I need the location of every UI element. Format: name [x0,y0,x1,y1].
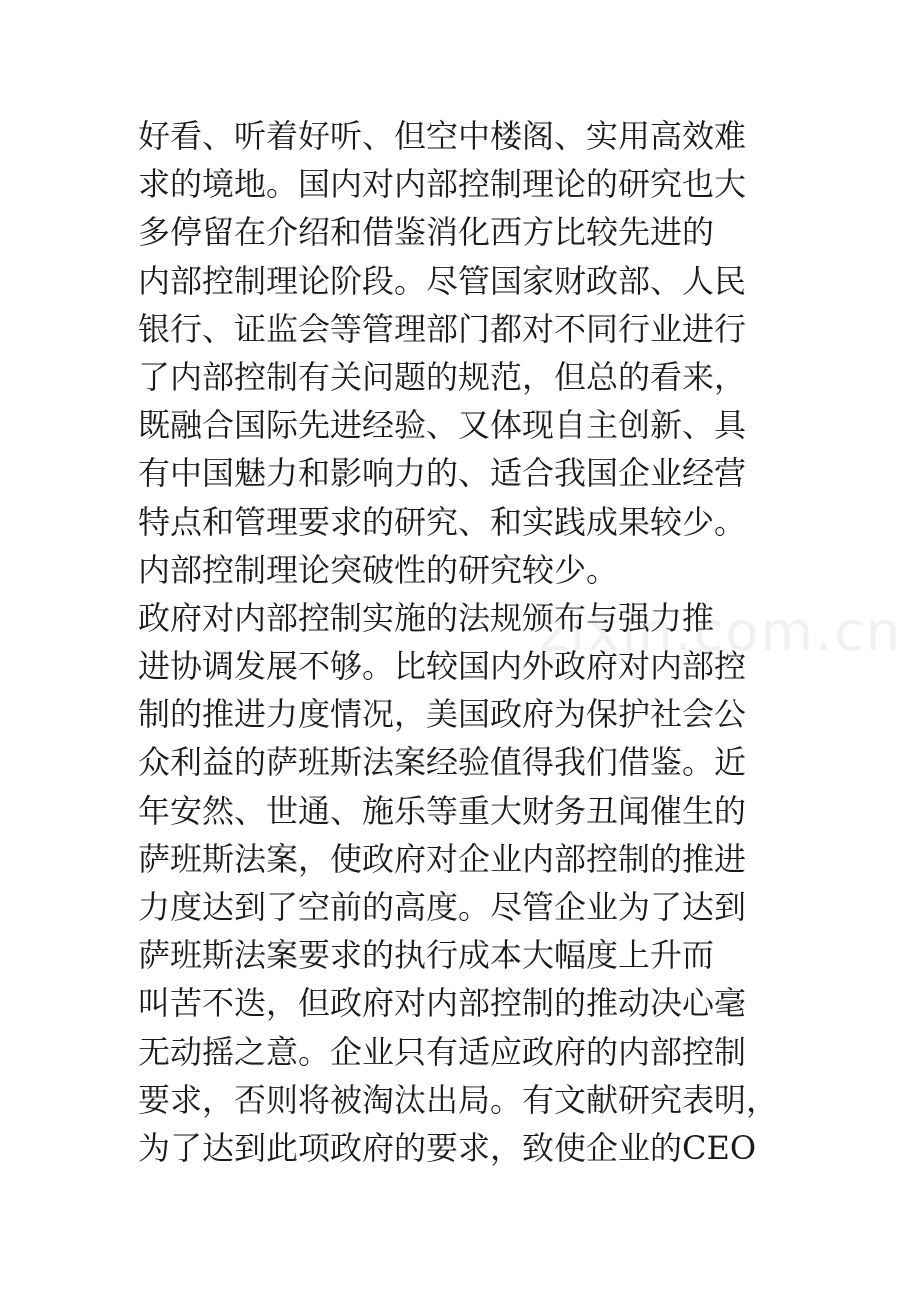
text-line: 进协调发展不够。比较国内外政府对内部控 [138,647,747,686]
text-line: 特点和管理要求的研究、和实践成果较少。 [138,502,747,541]
text-line: 年安然、世通、施乐等重大财务丑闻催生的 [138,791,747,830]
text-line: 制的推进力度情况，美国政府为保护社会公 [138,695,747,734]
text-line: 叫苦不迭，但政府对内部控制的推动决心毫 [138,984,747,1023]
text-line: 好看、听着好听、但空中楼阁、实用高效难 [138,117,747,155]
text-line: 为了达到此项政府的要求，致使企业的CEO [138,1128,757,1167]
body-text [138,112,798,1172]
text-line: 内部控制理论突破性的研究较少。 [138,550,619,589]
text-line: 有中国魅力和影响力的、适合我国企业经营 [138,454,747,493]
text-line: 力度达到了空前的高度。尽管企业为了达到 [138,888,747,926]
text-line: 众利益的萨班斯法案经验值得我们借鉴。近 [138,743,747,782]
text-line: 多停留在介绍和借鉴消化西方比较先进的 [138,213,715,252]
watermark: zixin.com.cn [540,600,903,663]
text-line: 萨班斯法案，使政府对企业内部控制的推进 [138,839,747,878]
text-line: 无动摇之意。企业只有适应政府的内部控制 [138,1032,747,1071]
text-line: 既融合国际先进经验、又体现自主创新、具 [138,406,747,445]
text-line: 求的境地。国内对内部控制理论的研究也大 [138,165,747,204]
text-line: 萨班斯法案要求的执行成本大幅度上升而 [138,936,715,975]
text-line: 银行、证监会等管理部门都对不同行业进行 [138,309,747,348]
text-line: 政府对内部控制实施的法规颁布与强力推 [138,598,715,637]
text-line: 要求，否则将被淘汰出局。有文献研究表明， [138,1080,779,1119]
text-line: 了内部控制有关问题的规范，但总的看来， [138,357,747,396]
text-line: 内部控制理论阶段。尽管国家财政部、人民 [138,261,747,300]
